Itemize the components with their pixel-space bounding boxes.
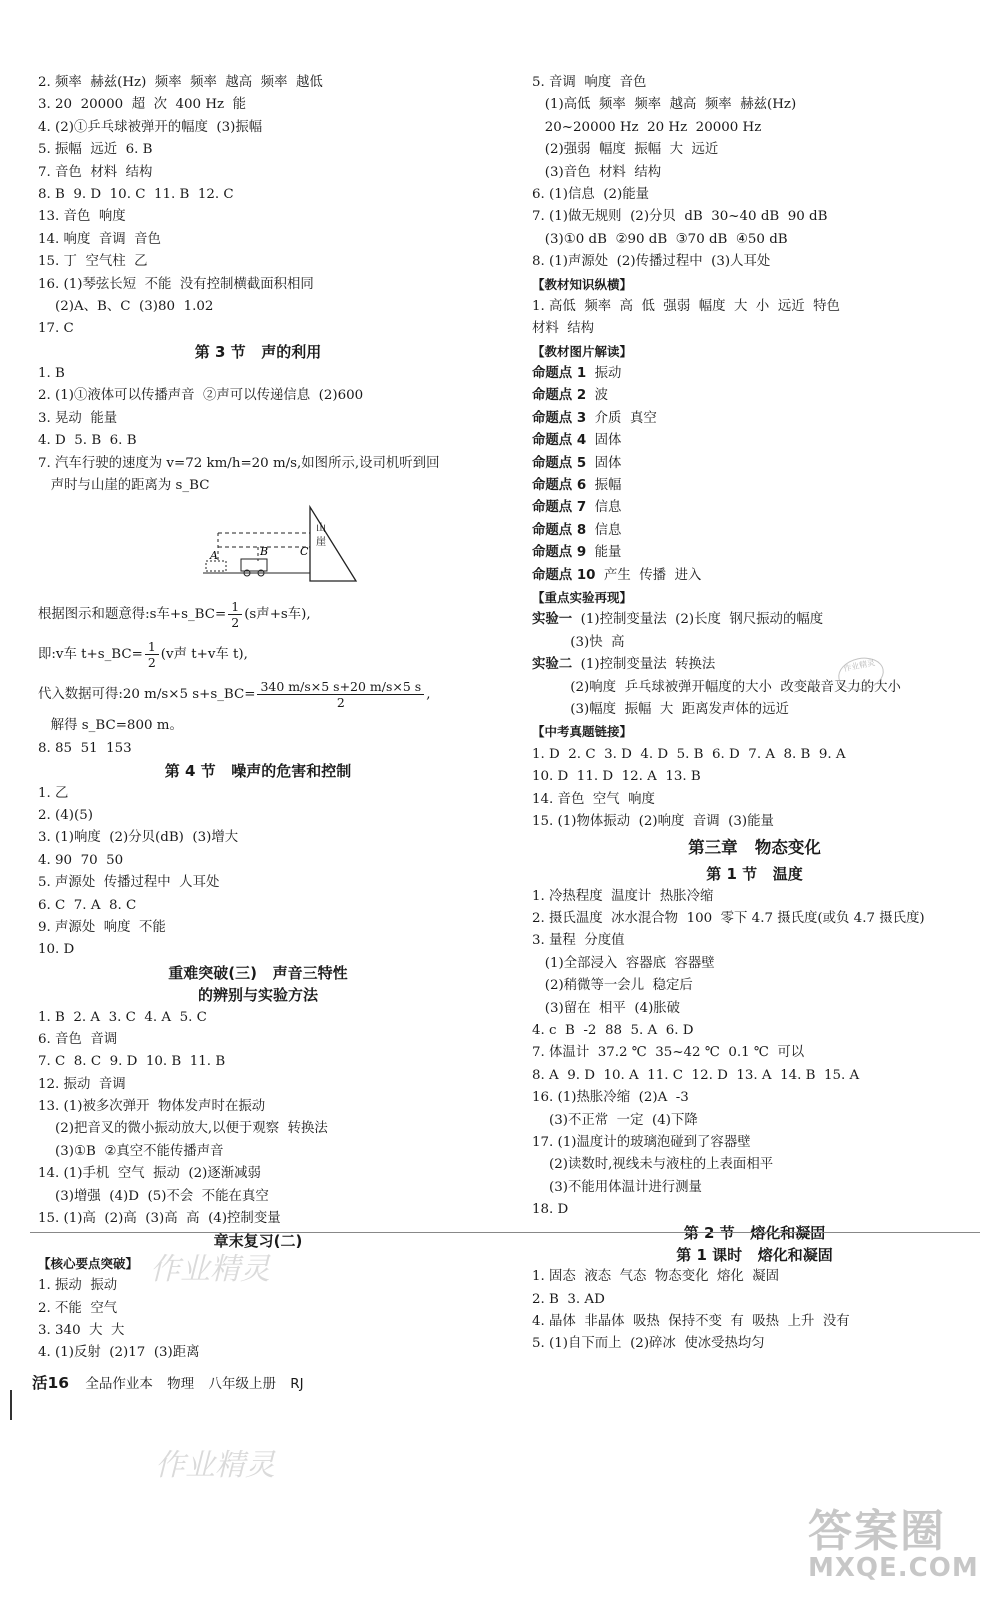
fraction-numerator: 340 m/s×5 s+20 m/s×5 s bbox=[257, 679, 424, 695]
answer-line: 1. B bbox=[38, 366, 65, 382]
section-heading: 第 1 节 温度 bbox=[706, 865, 803, 884]
answer-line: 5. 声源处 传播过程中 人耳处 bbox=[38, 875, 220, 891]
answer-line: (1)全部浸入 容器底 容器壁 bbox=[532, 955, 715, 971]
formula-line bbox=[38, 635, 478, 675]
item-label: 命题点 3 bbox=[532, 410, 587, 426]
section-heading: 第 2 节 熔化和凝固 bbox=[683, 1223, 826, 1242]
car-start bbox=[206, 561, 226, 571]
item-answer: 固体 bbox=[586, 455, 622, 471]
item-answer: 振动 bbox=[586, 366, 622, 382]
answer-line: 5. 音调 响度 音色 bbox=[532, 75, 647, 90]
answer-line: 1. D 2. C 3. D 4. D 5. B 6. D 7. A 8. B 9. A bbox=[532, 746, 846, 762]
labeled-answer-line bbox=[532, 453, 977, 475]
logo-url: MXQE.COM bbox=[808, 1553, 979, 1583]
item-label: 命题点 5 bbox=[532, 455, 587, 471]
section-heading: 第 1 课时 熔化和凝固 bbox=[676, 1245, 833, 1264]
item-label: 命题点 6 bbox=[532, 478, 587, 494]
answer-line: 1. 固态 液态 气态 物态变化 熔化 凝固 bbox=[532, 1269, 780, 1285]
answer-line: 7. 汽车行驶的速度为 v=72 km/h=20 m/s,如图所示,设司机听到回 bbox=[38, 455, 440, 471]
answer-line: (2)A、B、C (3)80 1.02 bbox=[38, 298, 214, 314]
answer-line: (3)①B ②真空不能传播声音 bbox=[38, 1143, 224, 1159]
answer-line: 14. (1)手机 空气 振动 (2)逐渐减弱 bbox=[38, 1166, 261, 1182]
answer-line: (3)音色 材料 结构 bbox=[532, 164, 662, 180]
answer-line: 17. C bbox=[38, 321, 74, 337]
answer-line: (3)快 高 bbox=[532, 634, 625, 650]
item-label: 命题点 8 bbox=[532, 522, 587, 538]
answer-line: 1. 振动 振动 bbox=[38, 1278, 118, 1294]
section-heading: 章末复习(二) bbox=[213, 1232, 303, 1251]
item-answer: 信息 bbox=[586, 522, 622, 538]
labeled-answer-line bbox=[532, 430, 977, 452]
answer-line: 7. (1)做无规则 (2)分贝 dB 30~40 dB 90 dB bbox=[532, 209, 828, 225]
watermark: 作业精灵 bbox=[155, 1448, 275, 1483]
answer-line: 16. (1)琴弦长短 不能 没有控制横截面积相同 bbox=[38, 276, 314, 292]
site-logo bbox=[808, 1495, 988, 1595]
car-end bbox=[241, 559, 267, 571]
formula-text: 代入数据可得:20 m/s×5 s+s_BC= bbox=[38, 687, 256, 703]
answer-line: (2)把音叉的微小振动放大,以便于观察 转换法 bbox=[38, 1121, 328, 1137]
item-answer: 固体 bbox=[586, 433, 622, 449]
labeled-answer-line bbox=[532, 385, 977, 407]
answer-line: 8. B 9. D 10. C 11. B 12. C bbox=[38, 186, 234, 202]
answer-line: 12. 振动 音调 bbox=[38, 1076, 126, 1092]
labeled-answer-line bbox=[532, 565, 977, 587]
fraction bbox=[228, 599, 242, 630]
answer-line: 3. 20 20000 超 次 400 Hz 能 bbox=[38, 97, 246, 113]
item-answer: 波 bbox=[586, 388, 609, 404]
answer-line: 9. 声源处 响度 不能 bbox=[38, 919, 166, 935]
item-answer: 振幅 bbox=[586, 478, 622, 494]
item-label: 命题点 7 bbox=[532, 500, 587, 516]
answer-line: 2. 不能 空气 bbox=[38, 1300, 118, 1316]
fraction bbox=[257, 679, 424, 710]
answer-line: 2. 摄氏温度 冰水混合物 100 零下 4.7 摄氏度(或负 4.7 摄氏度) bbox=[532, 911, 925, 927]
item-label: 命题点 1 bbox=[532, 366, 587, 382]
answer-line: 1. 冷热程度 温度计 热胀冷缩 bbox=[532, 888, 714, 904]
page-footer bbox=[32, 1370, 462, 1396]
section-heading: 第 4 节 噪声的危害和控制 bbox=[164, 762, 352, 781]
labeled-answer-line bbox=[532, 542, 977, 564]
answer-line: (3)幅度 振幅 大 距离发声体的远近 bbox=[532, 701, 789, 717]
answer-line: (2)读数时,视线未与液柱的上表面相平 bbox=[532, 1157, 774, 1173]
item-answer: (1)控制变量法 转换法 bbox=[572, 657, 716, 673]
item-label: 命题点 2 bbox=[532, 388, 587, 404]
answer-line: 7. 音色 材料 结构 bbox=[38, 164, 153, 180]
subsection-tag: 【中考真题链接】 bbox=[532, 724, 633, 740]
answer-line: 6. 音色 音调 bbox=[38, 1031, 118, 1047]
answer-line: 16. (1)热胀冷缩 (2)A -3 bbox=[532, 1090, 689, 1106]
labeled-answer-line bbox=[532, 408, 977, 430]
answer-line: (2)强弱 幅度 振幅 大 远近 bbox=[532, 142, 719, 158]
answer-line: 声时与山崖的距离为 s_BC bbox=[38, 478, 210, 494]
echo-diagram bbox=[38, 497, 478, 595]
formula-line bbox=[38, 675, 478, 715]
item-answer: (1)控制变量法 (2)长度 钢尺振动的幅度 bbox=[572, 612, 824, 628]
answer-line: 3. (1)响度 (2)分贝(dB) (3)增大 bbox=[38, 830, 239, 846]
answer-line: 20~20000 Hz 20 Hz 20000 Hz bbox=[532, 119, 762, 135]
answer-line: 13. 音色 响度 bbox=[38, 209, 126, 225]
book-title: 全品作业本 bbox=[85, 1376, 153, 1392]
fraction-denominator: 2 bbox=[147, 655, 156, 671]
page-number: 活16 bbox=[32, 1374, 70, 1392]
edition: RJ bbox=[290, 1376, 304, 1392]
answer-line: 18. D bbox=[532, 1202, 569, 1218]
item-answer: 产生 传播 进入 bbox=[595, 567, 702, 583]
point-a-label: A bbox=[210, 549, 218, 563]
answer-line: 15. (1)高 (2)高 (3)高 高 (4)控制变量 bbox=[38, 1211, 281, 1227]
answer-line: 5. 振幅 远近 6. B bbox=[38, 142, 153, 158]
item-answer: 信息 bbox=[586, 500, 622, 516]
labeled-answer-line bbox=[532, 609, 977, 631]
section-heading: 重难突破(三) 声音三特性 bbox=[168, 963, 348, 982]
item-answer: 介质 真空 bbox=[586, 410, 657, 426]
answer-line: 3. 晃动 能量 bbox=[38, 410, 118, 426]
answer-line: 8. (1)声源处 (2)传播过程中 (3)人耳处 bbox=[532, 254, 771, 270]
answer-line: 4. D 5. B 6. B bbox=[38, 433, 137, 449]
answer-line: 2. (1)①液体可以传播声音 ②声可以传递信息 (2)600 bbox=[38, 388, 364, 404]
section-heading: 第 3 节 声的利用 bbox=[194, 342, 322, 361]
item-label: 实验二 bbox=[532, 657, 573, 673]
labeled-answer-line bbox=[532, 520, 977, 542]
point-c-label: C bbox=[300, 545, 309, 559]
cliff-label: 山 bbox=[316, 523, 326, 535]
labeled-answer-line bbox=[532, 363, 977, 385]
watermark: 作业精灵 bbox=[150, 1252, 270, 1287]
answer-line: 3. 量程 分度值 bbox=[532, 933, 625, 949]
answer-line: 5. (1)自下而上 (2)碎冰 使冰受热均匀 bbox=[532, 1336, 765, 1352]
section-divider bbox=[30, 1232, 980, 1233]
answer-line: 10. D bbox=[38, 942, 75, 958]
item-label: 实验一 bbox=[532, 612, 573, 628]
formula-text: 即:v车 t+s_BC= bbox=[38, 647, 143, 663]
formula-text: , bbox=[426, 687, 431, 703]
answer-line: 15. 丁 空气柱 乙 bbox=[38, 254, 148, 270]
subsection-tag: 【核心要点突破】 bbox=[38, 1255, 139, 1271]
answer-line: (3)留在 相平 (4)胀破 bbox=[532, 1000, 681, 1016]
subject: 物理 bbox=[167, 1376, 195, 1392]
answer-line: 17. (1)温度计的玻璃泡碰到了容器壁 bbox=[532, 1134, 751, 1150]
answer-line: (2)稍微等一会儿 稳定后 bbox=[532, 978, 693, 994]
answer-line: 14. 音色 空气 响度 bbox=[532, 791, 655, 807]
labeled-answer-line bbox=[532, 497, 977, 519]
answer-line: 14. 响度 音调 音色 bbox=[38, 231, 161, 247]
formula-text: (s声+s车), bbox=[244, 607, 311, 623]
answer-line: (3)增强 (4)D (5)不会 不能在真空 bbox=[38, 1188, 269, 1204]
point-b-label: B bbox=[260, 545, 269, 559]
answer-line: 4. c B -2 88 5. A 6. D bbox=[532, 1023, 694, 1039]
answer-line: (2)响度 乒乓球被弹开幅度的大小 改变敲音叉力的大小 bbox=[532, 679, 901, 695]
fraction-denominator: 2 bbox=[336, 695, 345, 711]
answer-line: 10. D 11. D 12. A 13. B bbox=[532, 769, 701, 785]
chapter-heading: 第三章 物态变化 bbox=[688, 838, 821, 858]
answer-line: 2. (4)(5) bbox=[38, 807, 93, 823]
answer-line: (3)不正常 一定 (4)下降 bbox=[532, 1112, 698, 1128]
fraction-numerator: 1 bbox=[145, 639, 159, 655]
echo-diagram-svg bbox=[38, 497, 478, 595]
section-heading: 的辨别与实验方法 bbox=[197, 986, 318, 1005]
answer-line: (3)不能用体温计进行测量 bbox=[532, 1179, 702, 1195]
answer-line: 2. B 3. AD bbox=[532, 1291, 605, 1307]
subsection-tag: 【重点实验再现】 bbox=[532, 589, 633, 605]
subsection-tag: 【教材知识纵横】 bbox=[532, 276, 633, 292]
labeled-answer-line bbox=[532, 654, 977, 676]
answer-line: 1. B 2. A 3. C 4. A 5. C bbox=[38, 1009, 207, 1025]
item-answer: 能量 bbox=[586, 545, 622, 561]
cliff-label: 崖 bbox=[316, 537, 326, 549]
right-answer-column bbox=[532, 72, 977, 1356]
answer-line: (1)高低 频率 频率 越高 频率 赫兹(Hz) bbox=[532, 97, 797, 113]
item-label: 命题点 10 bbox=[532, 567, 596, 583]
answer-line: 3. 340 大 大 bbox=[38, 1322, 125, 1338]
answer-line: 6. (1)信息 (2)能量 bbox=[532, 186, 650, 202]
fraction-numerator: 1 bbox=[228, 599, 242, 615]
subsection-tag: 【教材图片解读】 bbox=[532, 343, 633, 359]
logo-text: 答案圈 bbox=[808, 1506, 946, 1557]
answer-line: 解得 s_BC=800 m。 bbox=[38, 718, 183, 734]
fraction-denominator: 2 bbox=[231, 615, 240, 631]
answer-line: 7. 体温计 37.2 ℃ 35~42 ℃ 0.1 ℃ 可以 bbox=[532, 1045, 805, 1061]
answer-line: 15. (1)物体振动 (2)响度 音调 (3)能量 bbox=[532, 813, 774, 829]
answer-line: 4. 晶体 非晶体 吸热 保持不变 有 吸热 上升 没有 bbox=[532, 1314, 850, 1330]
labeled-answer-line bbox=[532, 475, 977, 497]
answer-line: 4. (1)反射 (2)17 (3)距离 bbox=[38, 1345, 200, 1361]
formula-text: (v声 t+v车 t), bbox=[160, 647, 248, 663]
grade: 八年级上册 bbox=[208, 1376, 276, 1392]
fraction bbox=[145, 639, 159, 670]
answer-line: 6. C 7. A 8. C bbox=[38, 897, 137, 913]
answer-line: 4. (2)①乒乓球被弹开的幅度 (3)振幅 bbox=[38, 119, 263, 135]
item-label: 命题点 4 bbox=[532, 433, 587, 449]
item-label: 命题点 9 bbox=[532, 545, 587, 561]
answer-line: 7. C 8. C 9. D 10. B 11. B bbox=[38, 1054, 226, 1070]
answer-line: 2. 频率 赫兹(Hz) 频率 频率 越高 频率 越低 bbox=[38, 75, 323, 90]
answer-line: 材料 结构 bbox=[532, 321, 595, 337]
formula-line bbox=[38, 595, 478, 635]
formula-text: 根据图示和题意得:s车+s_BC= bbox=[38, 607, 227, 623]
left-answer-column bbox=[38, 72, 478, 1365]
answer-line: 8. A 9. D 10. A 11. C 12. D 13. A 14. B 15. A bbox=[532, 1067, 860, 1083]
answer-line: 1. 高低 频率 高 低 强弱 幅度 大 小 远近 特色 bbox=[532, 298, 840, 314]
margin-mark bbox=[10, 1390, 12, 1420]
watermark-stamp: 作业精灵 bbox=[835, 654, 887, 695]
answer-line: 4. 90 70 50 bbox=[38, 852, 124, 868]
answer-line: (3)①0 dB ②90 dB ③70 dB ④50 dB bbox=[532, 231, 788, 247]
answer-line: 8. 85 51 153 bbox=[38, 740, 132, 756]
answer-line: 13. (1)被多次弹开 物体发声时在振动 bbox=[38, 1099, 266, 1115]
answer-line: 1. 乙 bbox=[38, 785, 69, 801]
